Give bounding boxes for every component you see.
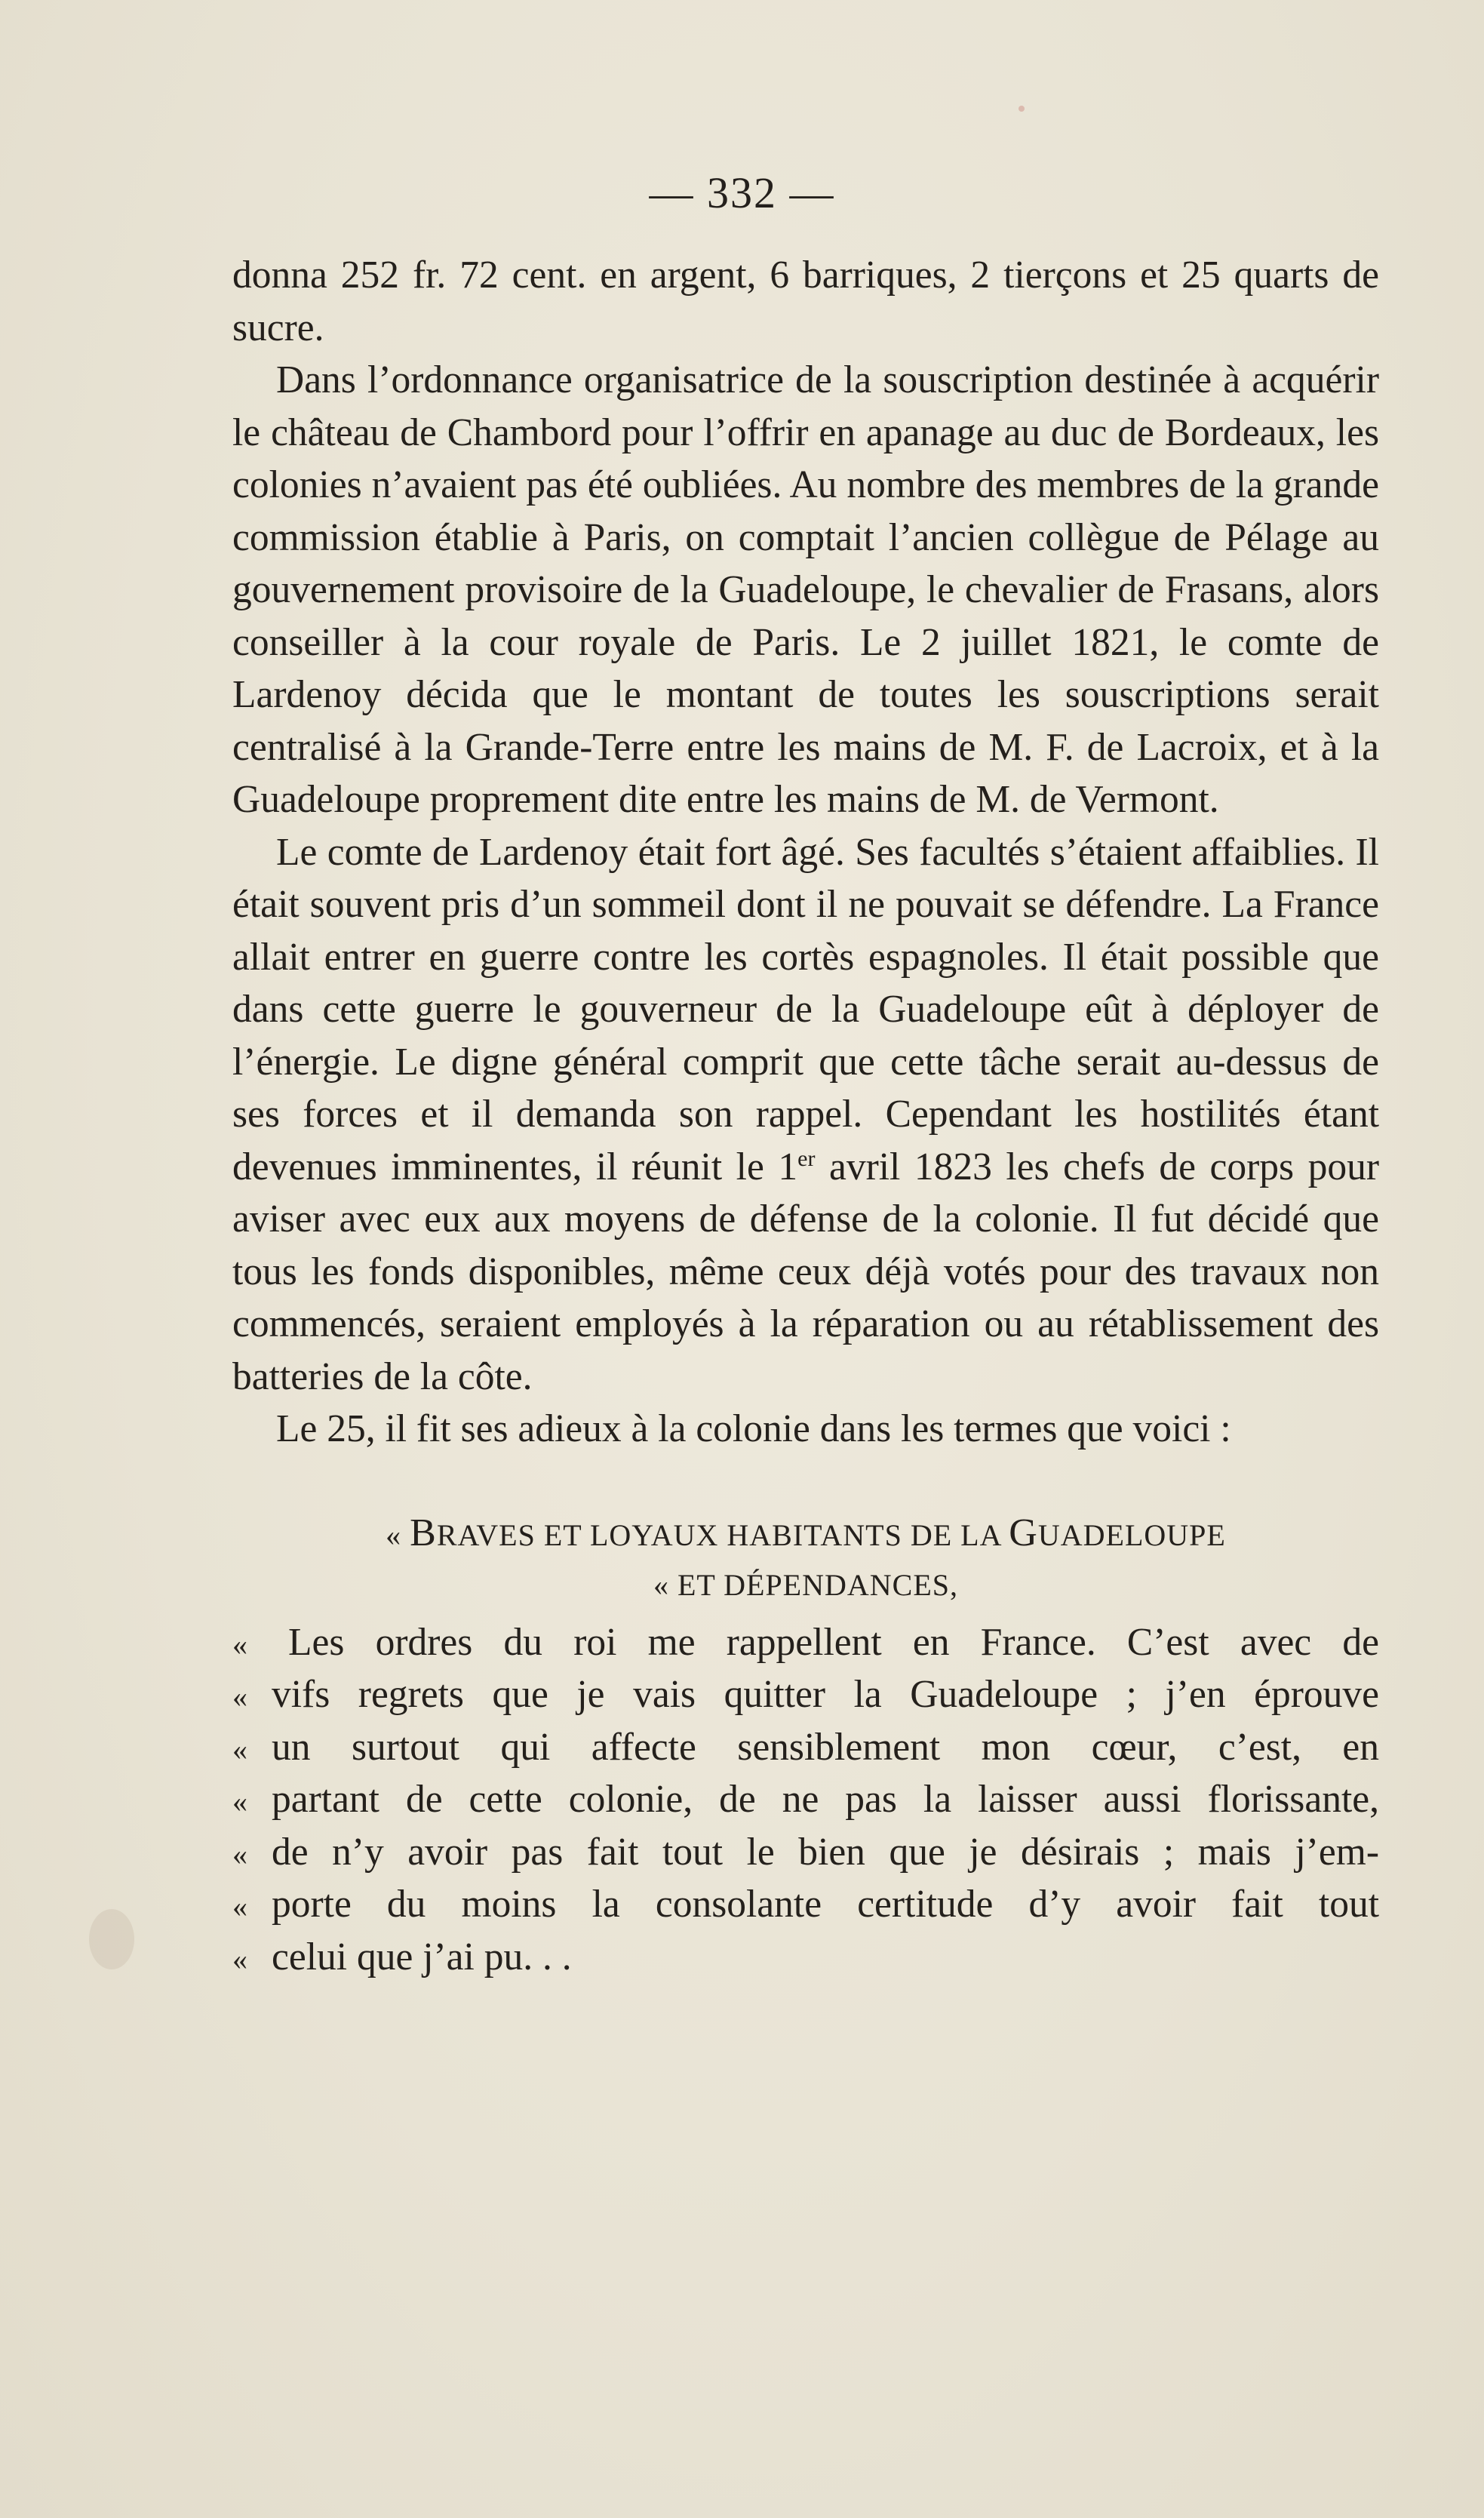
quote-line-text: Les ordres du roi me rappellent en France. C’est avec de	[288, 1620, 1379, 1664]
quote-line	[232, 1878, 1379, 1931]
quote-line-text: vifs regrets que je vais quitter la Guadeloupe ; j’en éprouve	[272, 1673, 1379, 1716]
quote-mark: «	[232, 1837, 247, 1871]
ordinal-superscript: er	[797, 1145, 816, 1171]
address-heading-line-2: « ET DÉPENDANCES,	[653, 1567, 959, 1602]
quote-mark: «	[232, 1627, 247, 1662]
paragraph-3-text-a: Le comte de Lardenoy était fort âgé. Ses facultés s’étaient affaiblies. Il était souvent pris d’un sommeil dont il ne pouvait se défendre. La France allait entrer en guerre contre les cortès espagnoles. Il était possible que dans cette guerre le gouverneur de la Guadeloupe eût à déployer de l’énergie. Le digne général comprit que cette tâche serait au-dessus de ses forces et il demanda son rappel. Cependant les hostilités étant devenues imminentes, il réunit le 1	[232, 830, 1379, 1188]
quote-line	[232, 1668, 1379, 1721]
farewell-quote	[232, 1616, 1379, 1984]
quote-line	[232, 1721, 1379, 1774]
paragraph-2: Dans l’ordonnance organisatrice de la souscription destinée à acquérir le château de Chambord pour l’offrir en apanage au duc de Bordeaux, les colonies n’avaient pas été oubliées. Au nombre des membres de la grande commission établie à Paris, on comptait l’ancien collègue de Pélage au gouvernement provisoire de la Guadeloupe, le chevalier de Frasans, alors conseiller à la cour royale de Paris. Le 2 juillet 1821, le comte de Lardenoy décida que le montant de toutes les souscriptions serait centralisé à la Grande-Terre entre les mains de M. F. de Lacroix, et à la Guadeloupe proprement dite entre les mains de M. de Vermont.	[232, 358, 1379, 821]
paper-stain	[89, 1909, 134, 1969]
paragraph-1: donna 252 fr. 72 cent. en argent, 6 barriques, 2 tierçons et 25 quarts de sucre.	[232, 254, 1379, 349]
quote-line	[232, 1931, 1379, 1984]
paper-stain	[1019, 106, 1025, 112]
quote-line	[232, 1773, 1379, 1826]
page-number: — 332 —	[649, 168, 835, 217]
quote-mark: «	[232, 1889, 247, 1923]
address-heading-line-1: « BRAVES ET LOYAUX HABITANTS DE LA GUADELOUPE	[386, 1511, 1226, 1554]
quote-mark: «	[232, 1942, 247, 1976]
quote-line	[232, 1826, 1379, 1879]
body-text	[232, 249, 1379, 1983]
quote-line-text: de n’y avoir pas fait tout le bien que je désirais ; mais j’em-	[272, 1830, 1379, 1874]
quote-line	[232, 1616, 1379, 1669]
quote-mark: «	[232, 1785, 247, 1819]
quote-mark: «	[232, 1680, 247, 1714]
paragraph-3	[232, 826, 1379, 1404]
quote-mark: «	[386, 1517, 402, 1552]
paragraph-3-text-b: avril 1823 les chefs de corps pour aviser avec eux aux moyens de défense de la colonie. Il fut décidé que tous les fonds disponibles, même ceux déjà votés pour des travaux non commencés, seraient employés à la réparation ou au rétablissement des batteries de la côte.	[232, 1145, 1379, 1398]
quote-line-text: celui que j’ai pu. . .	[272, 1935, 572, 1978]
quote-line-text: partant de cette colonie, de ne pas la laisser aussi florissante,	[272, 1778, 1379, 1821]
quote-line-text: un surtout qui affecte sensiblement mon cœur, c’est, en	[272, 1725, 1379, 1769]
quote-mark: «	[232, 1732, 247, 1766]
quote-line-text: porte du moins la consolante certitude d’y avoir fait tout	[272, 1883, 1379, 1926]
quote-mark: «	[653, 1567, 669, 1602]
paragraph-4: Le 25, il fit ses adieux à la colonie dans les termes que voici :	[276, 1407, 1231, 1450]
